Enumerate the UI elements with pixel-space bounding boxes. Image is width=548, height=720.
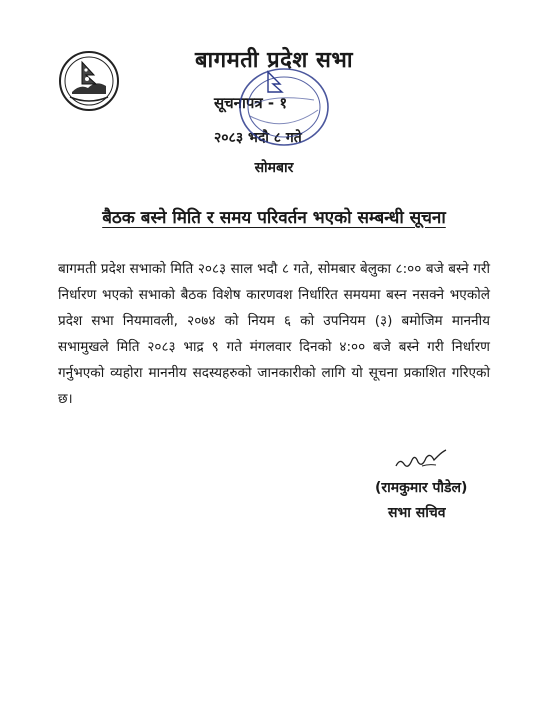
assembly-title: बागमती प्रदेश सभा	[194, 48, 354, 73]
signatory-title: सभा सचिव	[388, 505, 446, 521]
handwritten-signature	[392, 444, 452, 474]
notice-body: बागमती प्रदेश सभाको मिति २०८३ साल भदौ ८ गते, सोमबार बेलुका ८:०० बजे बस्ने गरी निर्धारण भएको सभाको बैठक विशेष कारणवश निर्धारित समयमा बस्न नसक्ने भएकोले प्रदेश सभा नियमावली, २०७४ को नियम ६ को उपनियम (३) बमोजिम माननीय सभामुखले मिति २०८३ भाद्र ९ गते मंगलवार दिनको ४:०० बजे बस्ने गरी निर्धारण गर्नुभएको व्यहोरा माननीय सदस्यहरुको जानकारीको लागि यो सूचना प्रकाशित गरिएको छ।	[58, 261, 490, 407]
notice-subject	[0, 205, 548, 228]
official-stamp	[236, 64, 332, 150]
signatory-name: (रामकुमार पौडेल)	[375, 480, 468, 496]
notice-number: सूचनापत्र - १	[214, 94, 288, 112]
notice-date: २०८३ भदौ ८ गते	[214, 130, 302, 146]
weekday-label: सोमबार	[254, 160, 294, 176]
notice-subject-text: बैठक बस्ने मिति र समय परिवर्तन भएको सम्बन्धी सूचना	[102, 208, 446, 228]
